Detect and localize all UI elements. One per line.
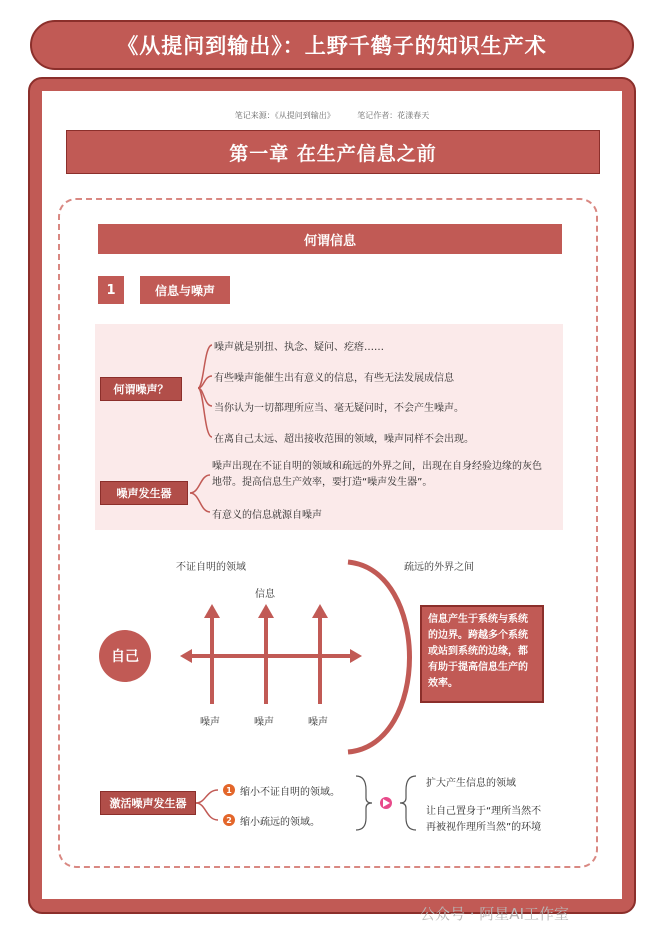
noise-label: 噪声	[200, 717, 220, 728]
brace-right	[356, 776, 372, 830]
arrow-right-icon	[350, 649, 362, 663]
arrow-left-icon	[180, 649, 192, 663]
note-author: 笔记作者：花漾春天	[357, 111, 430, 120]
result-line: 扩大产生信息的领域	[426, 778, 516, 789]
step-number-badge: 2	[223, 814, 235, 826]
left-domain-label: 不证自明的领域	[176, 562, 246, 573]
generator-paragraph: 噪声出现在不证自明的领域和疏远的外界之间，出现在自身经验边缘的灰色地带。提高信息生产效率，要打造“噪声发生器”。	[212, 461, 542, 488]
right-domain-label: 疏远的外界之间	[404, 562, 474, 573]
noise-label: 噪声	[254, 717, 274, 728]
noise-line: 噪声就是别扭、执念、疑问、疙瘩……	[214, 342, 384, 353]
connector-line	[196, 803, 218, 820]
generator-line: 有意义的信息就源自噪声	[212, 510, 322, 521]
brace-left	[400, 776, 416, 830]
arrow-up-icon	[258, 604, 274, 618]
note-source: 笔记来源：《从提问到输出》	[234, 111, 335, 120]
noise-label: 噪声	[308, 717, 328, 728]
noise-line: 有些噪声能催生出有意义的信息，有些无法发展成信息	[214, 373, 454, 384]
info-label: 信息	[255, 589, 275, 600]
result-paragraph: 让自己置身于“理所当然不再被视作理所当然”的环境	[426, 806, 542, 833]
connector-line	[190, 493, 210, 512]
section-title: 何谓信息	[98, 224, 562, 254]
label-what-is-noise: 何谓噪声？	[100, 377, 182, 401]
connector-line	[190, 475, 210, 493]
noise-line: 在离自己太远、超出接收范围的领域，噪声同样不会出现。	[214, 434, 474, 445]
info-box: 信息产生于系统与系统的边界。跨越多个系统或站到系统的边缘，都有助于提高信息生产的效率。	[420, 605, 544, 703]
self-circle: 自己	[99, 630, 151, 682]
connector-line	[198, 388, 212, 437]
arrow-up-icon	[204, 604, 220, 618]
subsection-number: 1	[98, 276, 124, 304]
connector-line	[196, 790, 218, 803]
step-text: 缩小不证自明的领域。	[240, 787, 340, 798]
step-text: 缩小疏远的领域。	[240, 817, 320, 828]
main-title: 《从提问到输出》：上野千鹤子的知识生产术	[30, 20, 634, 70]
chapter-title: 第一章 在生产信息之前	[66, 130, 600, 174]
arrow-up-icon	[312, 604, 328, 618]
watermark: 公众号 · 阿星AI工作室	[420, 905, 569, 923]
noise-line: 当你认为一切都理所应当、毫无疑问时，不会产生噪声。	[214, 403, 464, 414]
subsection-title: 信息与噪声	[140, 276, 230, 304]
step-number-badge: 1	[223, 784, 235, 796]
label-activate-generator: 激活噪声发生器	[100, 791, 196, 815]
label-noise-generator: 噪声发生器	[100, 481, 188, 505]
